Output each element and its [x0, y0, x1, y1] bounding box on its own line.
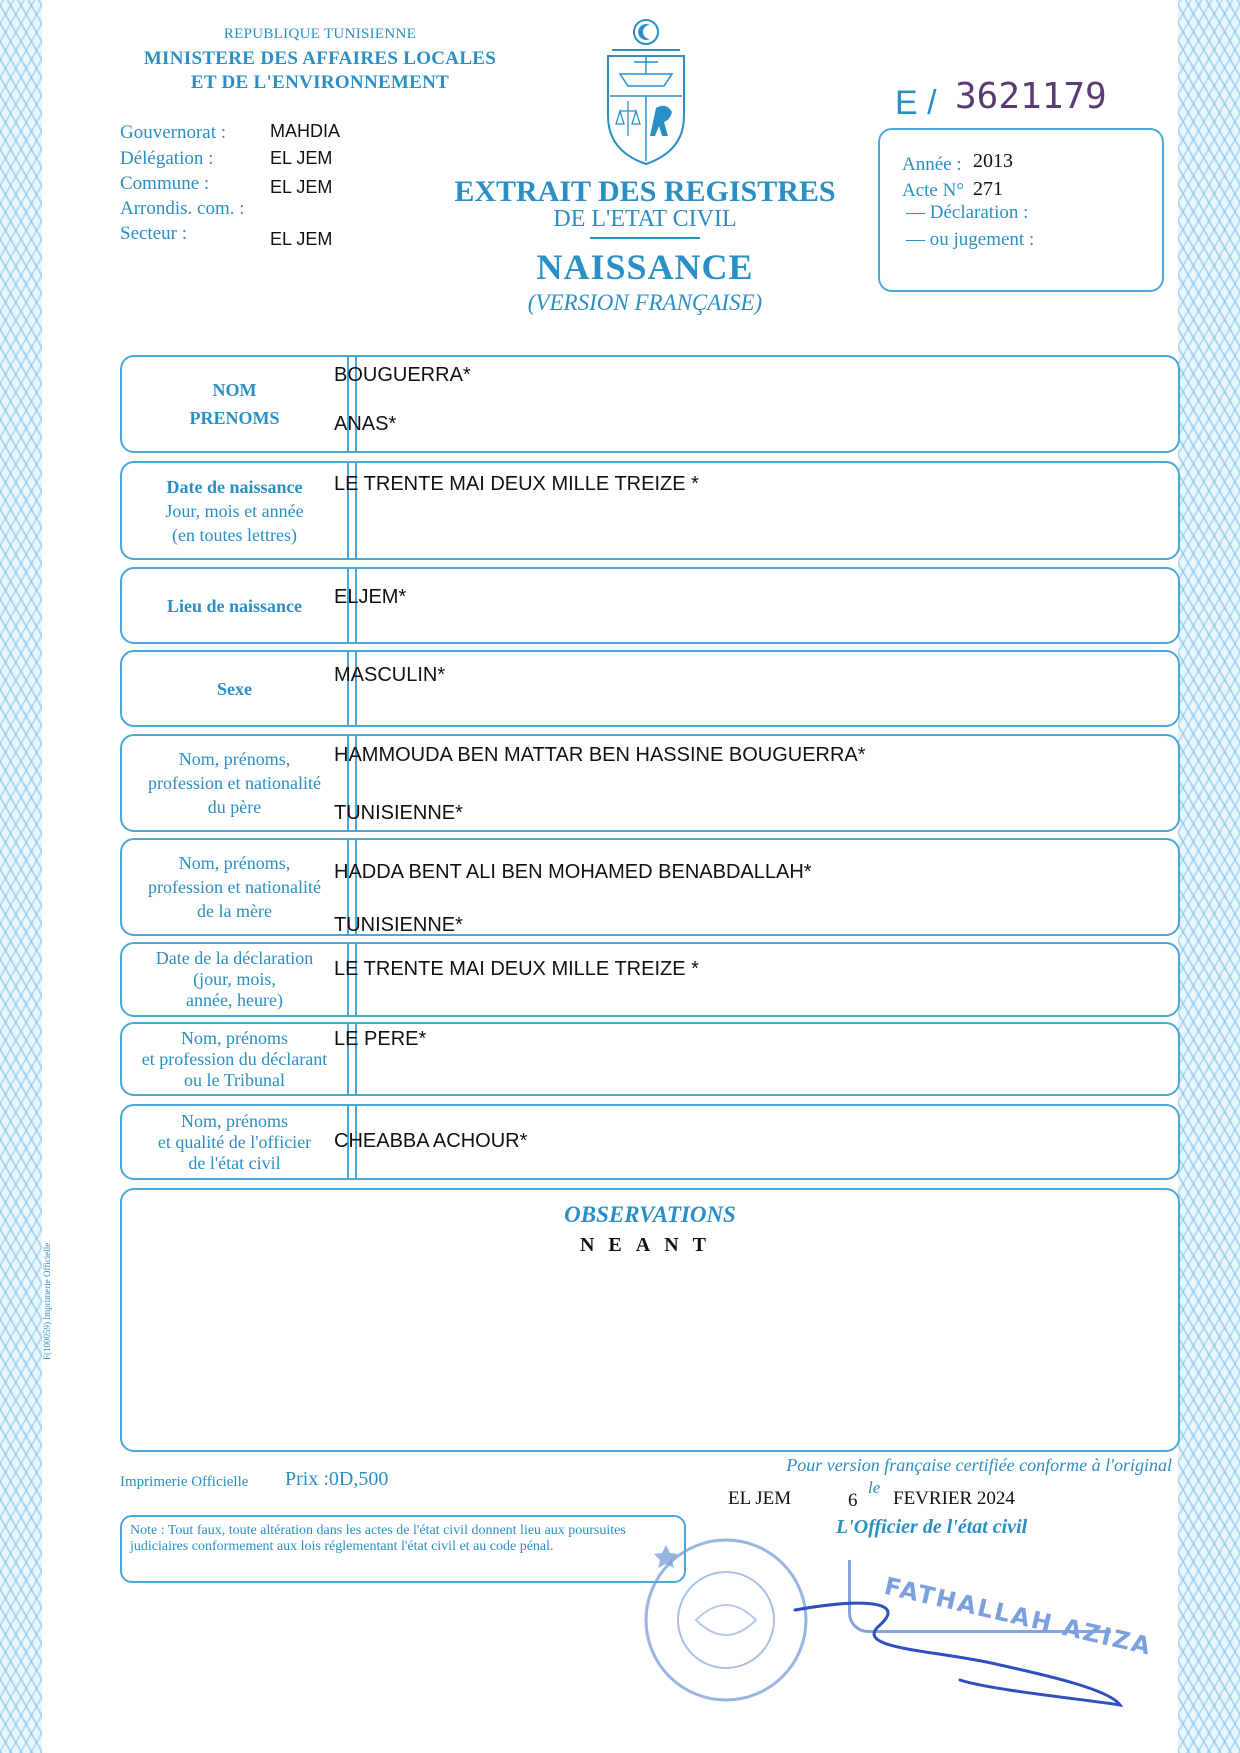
legal-note: Note : Tout faux, toute altération dans les actes de l'état civil donnent lieu aux poursuites judiciaires conformement aux lois réglementant l'état civil et au code pénal. [130, 1523, 626, 1554]
certified-conforme-text: Pour version française certifiée conforme à l'original [786, 1455, 1172, 1475]
gouvernorat-label: Gouvernorat : [120, 122, 227, 143]
issue-place: EL JEM [728, 1488, 792, 1509]
secteur-value: EL JEM [270, 229, 333, 249]
date-naissance-value: LE TRENTE MAI DEUX MILLE TREIZE * [334, 473, 699, 495]
nom-prenoms-label-cell [122, 357, 347, 451]
officier-label3: de l'état civil [188, 1152, 281, 1173]
declarant-label-cell [122, 1024, 347, 1094]
declarant-label1: Nom, prénoms [181, 1027, 288, 1048]
delegation-value: EL JEM [270, 148, 333, 168]
officier-label-cell [122, 1106, 347, 1178]
sexe-label: Sexe [217, 678, 252, 699]
pere-label1: Nom, prénoms, [178, 749, 291, 769]
date-naissance-label: Date de naissance [166, 476, 303, 497]
official-stamp [636, 1530, 816, 1710]
observations-title: OBSERVATIONS [564, 1202, 736, 1227]
gouvernorat-value: MAHDIA [270, 121, 341, 141]
arrondis-label: Arrondis. com. : [120, 198, 245, 219]
side-print-reference: F(100059) Imprimerie Officielle [42, 1242, 52, 1360]
officier-signature-title: L'Officier de l'état civil [836, 1516, 1028, 1538]
lieu-label: Lieu de naissance [166, 595, 303, 616]
delegation-label: Délégation : [120, 148, 214, 169]
guilloche-border-right [1178, 0, 1240, 1753]
serial-number: 3621179 [955, 76, 1107, 117]
mere-label3: de la mère [197, 901, 272, 921]
sexe-label-cell [122, 652, 347, 725]
coat-of-arms-emblem [598, 16, 694, 166]
guilloche-border-left [0, 0, 42, 1753]
officier-label2: et qualité de l'officier [157, 1131, 312, 1152]
declaration-label-cell [122, 944, 347, 1015]
republic-label: REPUBLIQUE TUNISIENNE [223, 26, 417, 42]
row-pere [120, 734, 1180, 832]
commune-value: EL JEM [270, 177, 333, 197]
officier-value: CHEABBA ACHOUR* [334, 1130, 528, 1152]
pere-label-cell [122, 736, 347, 830]
acte-value: 271 [973, 178, 1003, 200]
row-officier [120, 1104, 1180, 1180]
imprimerie-label: Imprimerie Officielle [120, 1474, 249, 1490]
declaration-value: LE TRENTE MAI DEUX MILLE TREIZE * [334, 958, 699, 980]
row-date-naissance [120, 461, 1180, 560]
row-mere [120, 838, 1180, 936]
declarant-value: LE PERE* [334, 1028, 427, 1050]
row-divider [347, 650, 357, 727]
observations-box [120, 1188, 1180, 1452]
document-title: EXTRAIT DES REGISTRES [454, 175, 836, 208]
date-naissance-sublabel: Jour, mois et année [165, 500, 304, 521]
nom-value: BOUGUERRA* [334, 364, 471, 386]
lieu-value: ELJEM* [334, 586, 407, 608]
mere-label-cell [122, 840, 347, 934]
observations-value: NEANT [579, 1234, 720, 1256]
mere-value: HADDA BENT ALI BEN MOHAMED BENABDALLAH* [334, 861, 812, 883]
annee-value: 2013 [973, 150, 1013, 172]
issue-le: le [868, 1478, 881, 1497]
commune-label: Commune : [120, 173, 210, 194]
declaration-label1: Date de la déclaration [155, 948, 314, 968]
document-type-title: NAISSANCE [536, 247, 754, 287]
acte-label: Acte N° [902, 180, 964, 201]
nom-label: NOM [212, 380, 257, 400]
pere-label2: profession et nationalité [148, 773, 321, 793]
handwritten-signature [790, 1580, 1130, 1720]
declaration-label: — Déclaration : [906, 202, 1029, 223]
prenoms-value: ANAS* [334, 413, 397, 435]
date-naissance-sublabel2: (en toutes lettres) [172, 524, 297, 545]
jugement-label: — ou jugement : [906, 229, 1035, 250]
mere-nationalite: TUNISIENNE* [334, 914, 463, 936]
legal-note-box [120, 1515, 686, 1583]
officier-name-stamp: FATHALLAH AZIZA [881, 1572, 1155, 1661]
row-sexe [120, 650, 1180, 727]
declaration-label3: année, heure) [186, 990, 283, 1010]
pere-label3: du père [207, 797, 262, 817]
mere-label2: profession et nationalité [148, 877, 321, 897]
declarant-label3: ou le Tribunal [183, 1069, 285, 1090]
prix-label: Prix :0D,500 [285, 1468, 389, 1490]
secteur-label: Secteur : [120, 223, 188, 244]
ministry-line1: MINISTERE DES AFFAIRES LOCALES [143, 48, 497, 69]
version-label: (VERSION FRANÇAISE) [527, 290, 763, 315]
date-naissance-label-cell [122, 463, 347, 558]
row-declarant [120, 1022, 1180, 1096]
row-date-declaration [120, 942, 1180, 1017]
issue-day: 6 [848, 1490, 858, 1511]
pere-value: HAMMOUDA BEN MATTAR BEN HASSINE BOUGUERRA* [334, 744, 866, 766]
officier-label1: Nom, prénoms [181, 1110, 288, 1131]
issue-date: FEVRIER 2024 [893, 1488, 1015, 1509]
declarant-label2: et profession du déclarant [141, 1048, 328, 1069]
mere-label1: Nom, prénoms, [178, 853, 291, 873]
row-lieu-naissance [120, 567, 1180, 644]
serial-prefix: E / [895, 84, 937, 122]
prenoms-label: PRENOMS [189, 408, 280, 428]
document-subtitle: DE L'ETAT CIVIL [553, 206, 737, 232]
title-underline [590, 237, 700, 239]
annee-label: Année : [902, 154, 962, 175]
ministry-line2: ET DE L'ENVIRONNEMENT [190, 72, 450, 93]
lieu-label-cell [122, 569, 347, 642]
sexe-value: MASCULIN* [334, 664, 446, 686]
declaration-label2: (jour, mois, [193, 969, 276, 989]
pere-nationalite: TUNISIENNE* [334, 802, 463, 824]
row-nom-prenoms [120, 355, 1180, 453]
